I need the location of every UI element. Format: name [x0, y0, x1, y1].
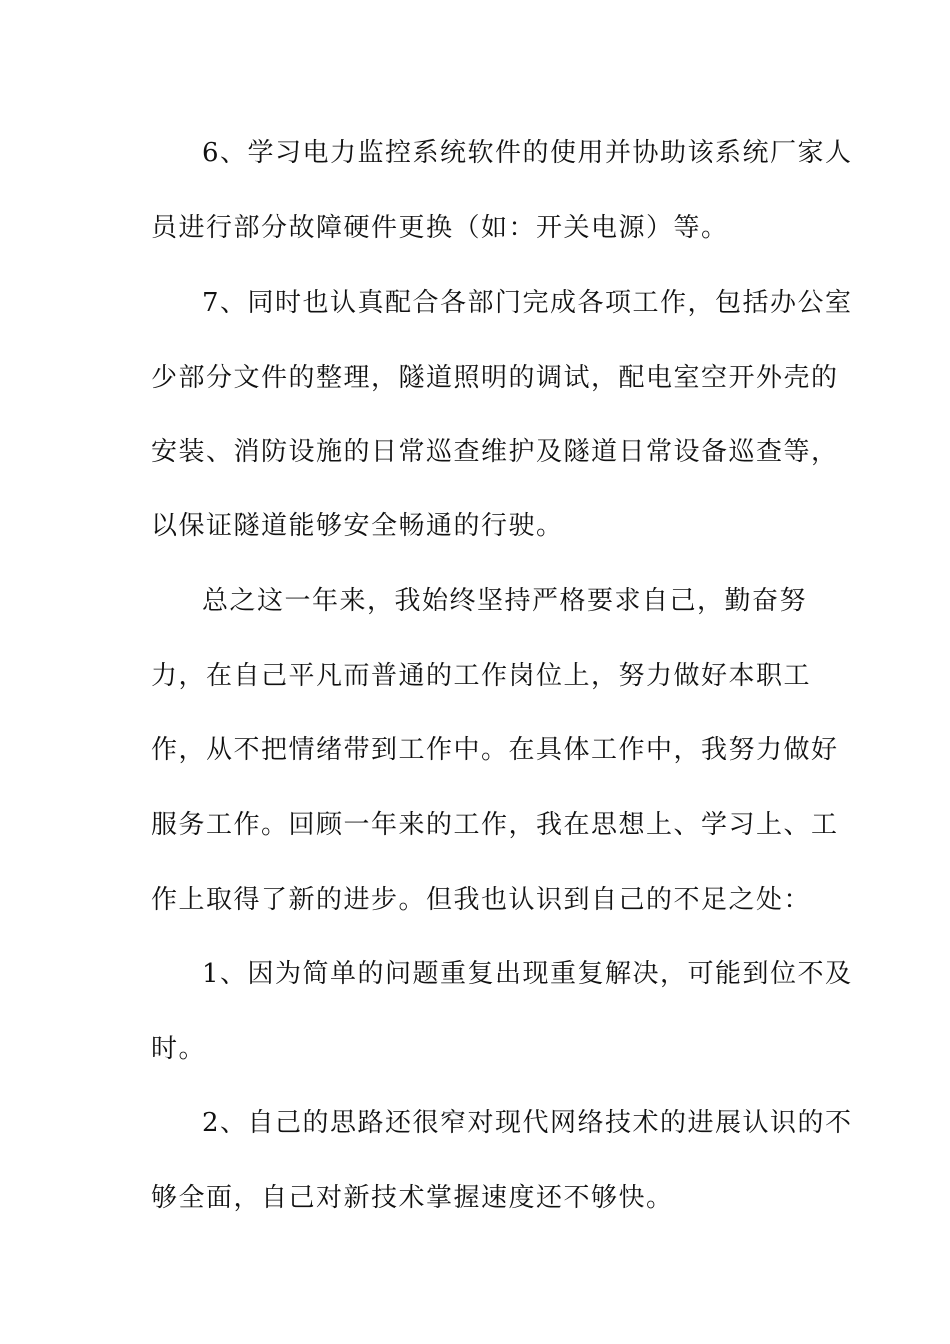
paragraph-1-line-2: 员进行部分故障硬件更换（如：开关电源）等。: [151, 213, 729, 243]
paragraph-2-line-1: 7、同时也认真配合各部门完成各项工作，包括办公室: [202, 288, 853, 318]
paragraph-1-line-1: 6、学习电力监控系统软件的使用并协助该系统厂家人: [202, 138, 853, 168]
paragraph-3-line-5: 作上取得了新的进步。但我也认识到自己的不足之处：: [151, 885, 812, 915]
paragraph-3-line-4: 服务工作。回顾一年来的工作，我在思想上、学习上、工: [151, 810, 839, 840]
paragraph-3-line-1: 总之这一年来，我始终坚持严格要求自己，勤奋努: [202, 586, 808, 616]
paragraph-5-line-1: 2、自己的思路还很窄对现代网络技术的进展认识的不: [202, 1108, 853, 1138]
paragraph-4-line-1: 1、因为简单的问题重复出现重复解决，可能到位不及: [202, 959, 853, 989]
paragraph-5-line-2: 够全面，自己对新技术掌握速度还不够快。: [151, 1183, 674, 1213]
paragraph-3-line-3: 作，从不把情绪带到工作中。在具体工作中，我努力做好: [151, 735, 839, 765]
paragraph-2-line-3: 安装、消防设施的日常巡查维护及隧道日常设备巡查等，: [151, 437, 839, 467]
paragraph-2-line-4: 以保证隧道能够安全畅通的行驶。: [151, 511, 564, 541]
paragraph-4-line-2: 时。: [151, 1034, 207, 1064]
paragraph-2-line-2: 少部分文件的整理，隧道照明的调试，配电室空开外壳的: [151, 363, 839, 393]
paragraph-3-line-2: 力，在自己平凡而普通的工作岗位上，努力做好本职工: [151, 661, 812, 691]
